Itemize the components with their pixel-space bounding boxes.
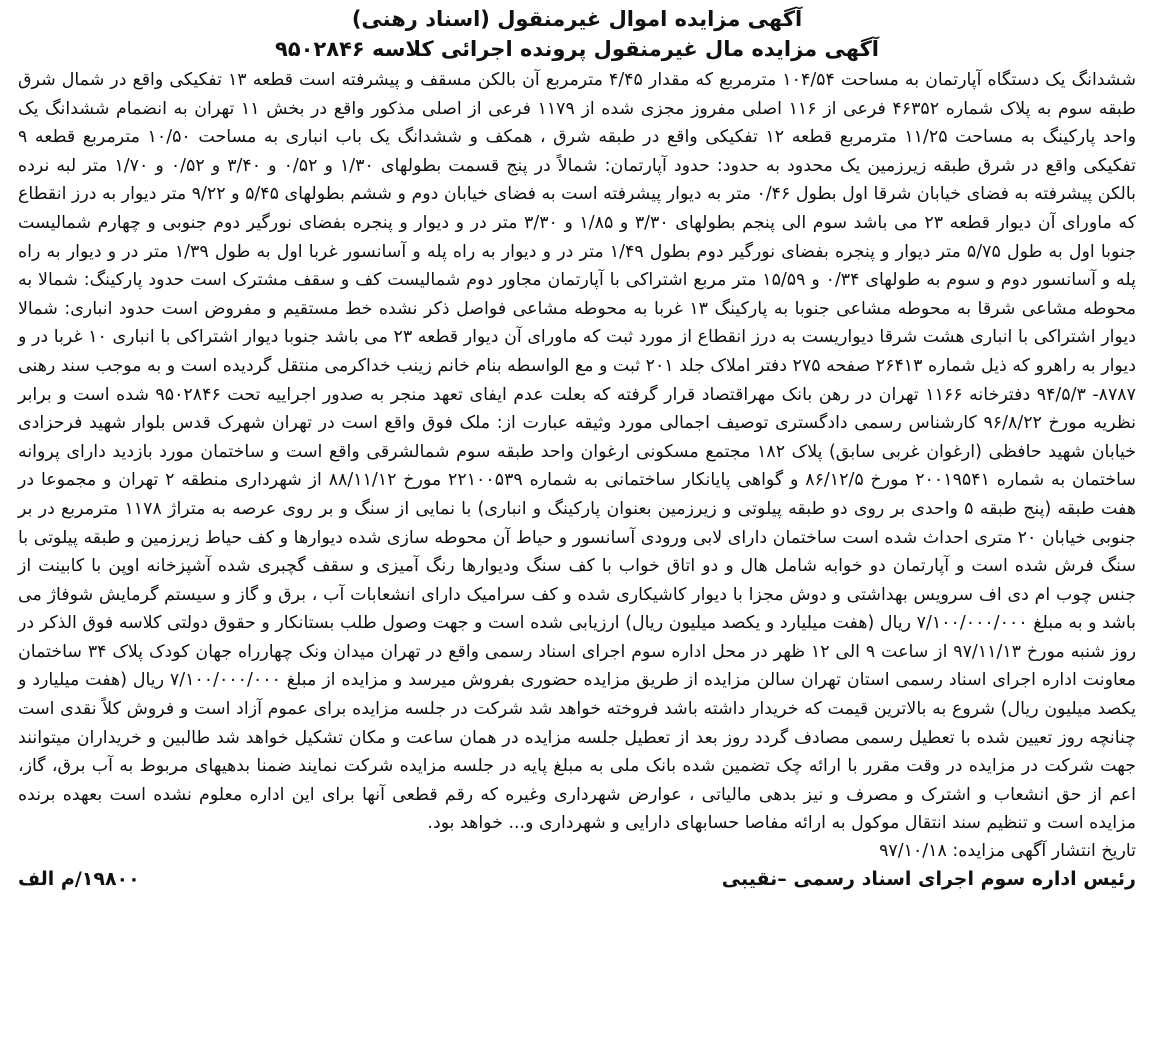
auction-notice: [18, 4, 1136, 1050]
signature: رئیس اداره سوم اجرای اسناد رسمی –نقیبی: [721, 868, 1136, 891]
publication-date: تاریخ انتشار آگهی مزایده: ۹۷/۱۰/۱۸: [879, 841, 1136, 862]
notice-code: ۱۹۸۰۰/م الف: [18, 868, 140, 891]
notice-title: آگهی مزایده اموال غیرمنقول (اسناد رهنی): [351, 7, 803, 31]
notice-header: [18, 4, 1136, 64]
notice-body: ششدانگ یک دستگاه آپارتمان به مساحت ۱۰۴/۵۴ مترمربع که مقدار ۴/۴۵ مترمربع آن بالکن مسقف و پیشرفته است قطعه ۱۳ تفکیکی واقع در شمال شرق طبقه سوم به پلاک شماره ۴۶۳۵۲ فرعی از ۱۱۶ اصلی مفروز مجزی شده از ۱۱۷۹ فرعی از اصلی مذکور واقع در بخش ۱۱ تهران به انضمام ششدانگ یک واحد پارکینگ به مساحت ۱۱/۲۵ مترمربع قطعه ۱۲ تفکیکی واقع در طبقه شرق ، همکف و ششدانگ یک باب انباری به مساحت ۱۰/۵۰ مترمربع قطعه ۹ تفکیکی واقع در شرق طبقه زیرزمین یک محدود به حدود: حدود آپارتمان: شمالاً در پنج قسمت بطولهای ۱/۳۰ و ۰/۵۲ و ۳/۴۰ و ۰/۵۲ و ۱/۷۰ متر لبه نرده بالکن پیشرفته به فضای خیابان شرقا اول بطول ۰/۴۶ متر به دیوار پیشرفته است به فضای خیابان دوم و ششم بطولهای ۵/۴۵ و ۹/۲۲ متر دیوار به درز انقطاع که ماورای آن دیوار قطعه ۲۳ می باشد سوم الی پنجم بطولهای ۳/۳۰ و ۱/۸۵ و ۳/۳۰ متر در و دیوار و پنجره بفضای نورگیر دوم جنوبی و چهارم شمالیست جنوبا اول به طول ۵/۷۵ متر دیوار و پنجره بفضای نورگیر دوم بطول ۱/۴۹ متر در و دیوار به راه پله و آسانسور غربا اول به طول ۱/۳۹ متر در و دیوار به راه پله و آسانسور دوم و سوم به طولهای ۰/۳۴ و ۱۵/۵۹ متر مربع اشتراکی با آپارتمان مجاور دوم شمالیست کف و سقف مشترک است حدود پارکینگ: شمالا به محوطه مشاعی شرقا به محوطه مشاعی جنوبا به پارکینگ ۱۳ غربا به محوطه مشاعی فواصل ذکر نشده خط مستقیم و مفروض است حدود انباری: شمالا دیوار اشتراکی با انباری هشت شرقا دیواریست به درز انقطاع از مورد ثبت که ماورای آن دیوار قطعه ۲۳ می باشد جنوبا دیوار اشتراکی با انباری ۱۰ غربا در و دیوار به راهرو که ذیل شماره ۲۶۴۱۳ صفحه ۲۷۵ دفتر املاک جلد ۲۰۱ ثبت و مع الواسطه بنام خانم زینب خداکرمی منتقل گردیده است و به موجب سند رهنی ۸۷۸۷- ۹۴/۵/۳ دفترخانه ۱۱۶۶ تهران در رهن بانک مهراقتصاد قرار گرفته که بعلت عدم ایفای تعهد منجر به صدور اجراییه تحت ۹۵۰۲۸۴۶ شده است و برابر نظریه مورخ ۹۶/۸/۲۲ کارشناس رسمی دادگستری توصیف اجمالی مورد وثیقه عبارت از: ملک فوق واقع است در تهران شهرک قدس بلوار شهید فرحزادی خیابان شهید حافظی (ارغوان غربی سابق) پلاک ۱۸۲ مجتمع مسکونی ارغوان واحد طبقه سوم شمالشرقی واقع است و ساختمان مورد بازدید دارای پروانه ساختمان به شماره ۲۰۰۱۹۵۴۱ مورخ ۸۶/۱۲/۵ و گواهی پایانکار ساختمانی به شماره ۲۲۱۰۰۵۳۹ مورخ ۸۸/۱۱/۱۲ از شهرداری منطقه ۲ تهران و مجموعا در هفت طبقه (پنج طبقه ۵ واحدی بر روی دو طبقه پیلوتی و زیرزمین بعنوان پارکینگ و انباری) با نمایی از سنگ و بر روی عرصه به متراژ ۱۱۷۸ مترمربع در بر جنوبی خیابان ۲۰ متری احداث شده است ساختمان دارای لابی ورودی آسانسور و حیاط آن محوطه سازی شده دیوارها و کف حیاط زیرزمین و طبقه پیلوتی با سنگ فرش شده است و آپارتمان دو خوابه شامل هال و دو اتاق خواب با کف سنگ ودیوارها رنگ آمیزی و سقف گچبری شده آشپزخانه اوپن با کابینت از جنس چوب ام دی اف سرویس بهداشتی و دوش مجزا با دیوار کاشیکاری شده و کف سرامیک دارای انشعابات آب ، برق و گاز و سیستم گرمایش شوفاژ می باشد و به مبلغ ۷/۱۰۰/۰۰۰/۰۰۰ ریال (هفت میلیارد و یکصد میلیون ریال) ارزیابی شده است و جهت وصول طلب بستانکار و حقوق دولتی کلاسه فوق الذکر در روز شنبه مورخ ۹۷/۱۱/۱۳ از ساعت ۹ الی ۱۲ ظهر در محل اداره سوم اجرای اسناد رسمی واقع در تهران میدان ونک چهارراه جهان کودک پلاک ۳۴ ساختمان معاونت اداره اجرای اسناد رسمی استان تهران سالن مزایده از طریق مزایده حضوری بفروش میرسد و مزایده از مبلغ ۷/۱۰۰/۰۰۰/۰۰۰ ریال (هفت میلیارد و یکصد میلیون ریال) شروع به بالاترین قیمت که خریدار داشته باشد فروخته خواهد شد شرکت در جلسه مزایده برای عموم آزاد است و فروش کلاً نقدی است چنانچه روز تعیین شده با تعطیل رسمی مصادف گردد روز بعد از تعطیل جلسه مزایده در همان ساعت و مکان تشکیل خواهد شد طالبین و خریداران میتوانند جهت شرکت در مزایده در وقت مقرر با ارائه چک تضمین شده بانک ملی به مبلغ پایه در جلسه مزایده شرکت نمایند ضمنا بدهیهای مربوط به آب برق، گاز، اعم از حق انشعاب و اشترک و مصرف و نیز بدهی مالیاتی ، عوارض شهرداری وغیره که رقم قطعی آنها برای این اداره معلوم نشده است بعهده برنده مزایده است و تنظیم سند انتقال موکول به ارائه مفاصا حسابهای دارایی و شهرداری و... خواهد بود.: [17, 70, 1137, 834]
notice-subtitle: آگهی مزایده مال غیرمنقول پرونده اجرائی کلاسه ۹۵۰۲۸۴۶: [275, 37, 879, 61]
notice-footer: [18, 864, 1136, 894]
